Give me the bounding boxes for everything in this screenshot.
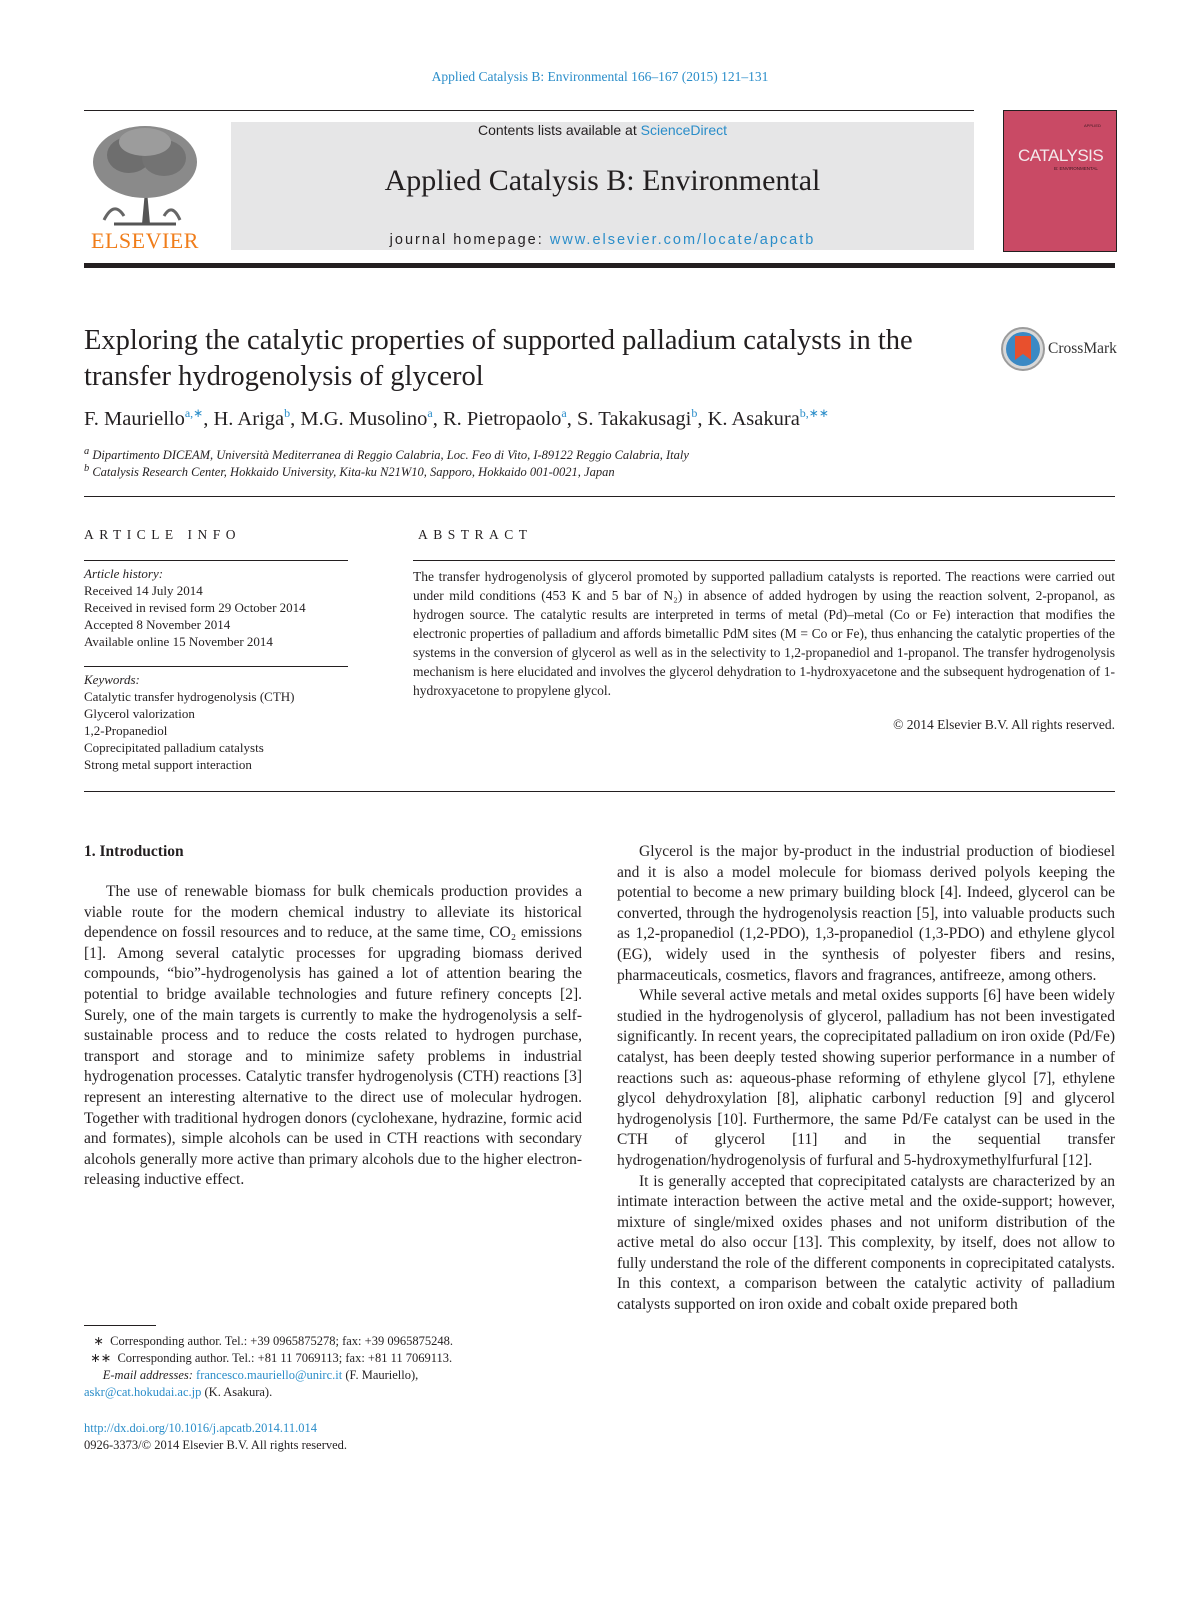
sciencedirect-link[interactable]: ScienceDirect — [640, 122, 727, 138]
elsevier-wordmark: ELSEVIER — [91, 228, 199, 253]
keywords-label: Keywords: — [84, 672, 140, 687]
email-link[interactable]: francesco.mauriello@unirc.it — [196, 1368, 343, 1382]
section-rule — [84, 496, 1115, 497]
author-name: R. Pietropaolo — [442, 407, 562, 430]
footnote-text: Corresponding author. Tel.: +81 11 7069113; fax: +81 11 7069113. — [117, 1351, 453, 1365]
homepage-line — [231, 232, 974, 248]
footnote-text: Corresponding author. Tel.: +39 0965875278; fax: +39 0965875248. — [110, 1334, 453, 1348]
keyword-item: 1,2-Propanediol — [84, 723, 168, 738]
author-separator: , — [203, 407, 214, 430]
email-link[interactable]: askr@cat.hokudai.ac.jp — [84, 1385, 202, 1399]
journal-cover-image[interactable] — [1003, 110, 1117, 252]
author-name: F. Mauriello — [84, 407, 185, 430]
affiliation — [84, 463, 615, 480]
crossmark-label: CrossMark — [1048, 340, 1117, 357]
affiliation — [84, 446, 689, 463]
email-owner: (K. Asakura). — [204, 1385, 273, 1399]
cover-subtitle: B: ENVIRONMENTAL — [1054, 166, 1098, 171]
footnote — [84, 1333, 604, 1350]
author-list — [84, 406, 1124, 431]
body-column-right — [617, 842, 1115, 1316]
author-separator: , — [566, 407, 577, 430]
author-affiliation-mark[interactable]: a — [561, 406, 567, 420]
history-item: Received 14 July 2014 — [84, 583, 203, 598]
footnote-mark: ∗∗ — [90, 1351, 112, 1365]
abstract-body: The transfer hydrogenolysis of glycerol promoted by supported palladium catalysts is reported. The reactions were carried out under mild conditions (453 K and 5 bar of N₂) in absence of added hydrogen by using the reaction solvent, 2-propanol, as hydrogen source. The catalytic results are interpreted in terms of metal (Pd)–metal (Co or Fe) interaction that modifies the electronic properties of palladium and affords bimetallic PdM sites (M = Co or Fe), thus enhancing the catalytic properties of the systems in the conversion of glycerol as well as in the selectivity to 1,2-propanediol and 1-propanol. The transfer hydrogenolysis mechanism is here elucidated and involves the glycerol dehydration to 1-hydroxyacetone and the subsequent hydrogenation of 1-hydroxyacetone to propylene glycol. — [413, 569, 1115, 698]
author-separator: , — [290, 407, 301, 430]
contents-line — [231, 122, 974, 138]
keyword-item: Catalytic transfer hydrogenolysis (CTH) — [84, 689, 295, 704]
body-paragraph: It is generally accepted that coprecipitated catalysts are characterized by an intimate interaction between the active metal and the oxide-support; however, mixture of single/mixed oxides phases and not uniform distribution of the active metal do also occur [13]. This complexity, by itself, does not allow to fully understand the role of the different components in coprecipitated catalysts. In this context, a comparison between the catalytic activity of palladium catalysts supported on iron oxide and cobalt oxide prepared both — [617, 1172, 1115, 1314]
header-rule — [84, 110, 974, 111]
crossmark-badge[interactable] — [1000, 326, 1118, 376]
email-line — [84, 1384, 604, 1401]
author-affiliation-mark[interactable]: a — [427, 406, 433, 420]
cover-title: CATALYSIS — [1018, 146, 1104, 165]
abstract-rule — [413, 560, 1115, 561]
affiliation-text: Dipartimento DICEAM, Università Mediterranea di Reggio Calabria, Loc. Feo di Vito, I-89122 Reggio Calabria, Italy — [92, 448, 689, 463]
email-label: E-mail addresses: — [102, 1368, 193, 1382]
doi-block — [84, 1420, 604, 1454]
section-rule — [84, 791, 1115, 792]
elsevier-tree-icon — [84, 120, 206, 228]
history-item: Accepted 8 November 2014 — [84, 617, 231, 632]
journal-citation-link[interactable]: Applied Catalysis B: Environmental 166–167 (2015) 121–131 — [431, 69, 769, 84]
keyword-item: Coprecipitated palladium catalysts — [84, 740, 264, 755]
keywords — [84, 671, 354, 773]
author-affiliation-mark[interactable]: a,∗ — [184, 406, 204, 420]
affiliation-text: Catalysis Research Center, Hokkaido University, Kita-ku N21W10, Sapporo, Hokkaido 001-0021, Japan — [92, 465, 615, 480]
affiliation-mark: a — [84, 446, 90, 457]
footnote-mark: ∗ — [93, 1334, 104, 1348]
article-info-heading: ARTICLE INFO — [84, 527, 242, 542]
footnote — [84, 1350, 604, 1367]
masthead-thick-rule — [84, 263, 1115, 268]
article-info-rule — [84, 560, 348, 561]
keyword-item: Strong metal support interaction — [84, 757, 252, 772]
affiliation-mark: b — [84, 463, 90, 474]
keyword-item: Glycerol valorization — [84, 706, 195, 721]
author-name: S. Takakusagi — [576, 407, 692, 430]
author-separator: , — [697, 407, 708, 430]
author-affiliation-mark[interactable]: b — [284, 406, 291, 420]
section-heading: 1. Introduction — [84, 843, 184, 860]
history-item: Received in revised form 29 October 2014 — [84, 600, 306, 615]
email-line — [84, 1367, 604, 1384]
author-name: M.G. Musolino — [300, 407, 428, 430]
author-name: H. Ariga — [213, 407, 285, 430]
crossmark-icon — [1000, 326, 1046, 372]
abstract-heading: ABSTRACT — [418, 527, 533, 542]
author-separator: , — [432, 407, 443, 430]
body-paragraph: While several active metals and metal oxides supports [6] have been widely studied in the hydrogenolysis of glycerol, palladium has not been investigated significantly. In recent years, the coprecipitated palladium on iron oxide (Pd/Fe) catalyst, has been deeply tested showing superior performance in a number of reactions such as: aqueous-phase reforming of ethylene glycol [7], ethylene glycol dehydroxylation [8], aliphatic carbonyl reduction [9] and glycerol hydrogenolysis [10]. Furthermore, the same Pd/Fe catalyst can be used in the CTH of glycerol [11] and in the sequential transfer hydrogenation/hydrogenolysis of furfural and 5-hydroxymethylfurfural [12]. — [617, 987, 1115, 1169]
doi-link[interactable]: http://dx.doi.org/10.1016/j.apcatb.2014.11.014 — [84, 1421, 317, 1435]
homepage-link[interactable]: www.elsevier.com/locate/apcatb — [549, 232, 816, 248]
paper-title: Exploring the catalytic properties of supported palladium catalysts in the transfer hydrogenolysis of glycerol — [84, 325, 913, 392]
history-item: Available online 15 November 2014 — [84, 634, 273, 649]
body-column-left — [84, 882, 582, 1191]
history-label: Article history: — [84, 566, 164, 581]
issn-copyright: 0926-3373/© 2014 Elsevier B.V. All rights reserved. — [84, 1438, 348, 1452]
footnote-rule — [84, 1325, 156, 1326]
abstract-copyright: © 2014 Elsevier B.V. All rights reserved. — [893, 717, 1115, 732]
body-paragraph: The use of renewable biomass for bulk chemicals production provides a viable route for the modern chemical industry to alleviate its historical dependence on fossil resources and to reduce, at the same time, CO₂ emissions [1]. Among several catalytic processes for upgrading biomass derived compounds, “bio”-hydrogenolysis has gained a lot of attention bearing the potential to bridge available technologies and future refinery concepts [2]. Surely, one of the main targets is currently to make the hydrogenolysis a self-sustainable process and to reduce the costs related to hydrogen purchase, transport and storage and to minimize safety problems in industrial hydrogenation processes. Catalytic transfer hydrogenolysis (CTH) reactions [3] represent an interesting alternative to the direct use of molecular hydrogen. Together with traditional hydrogen donors (cyclohexane, hydrazine, formic acid and formates), simple alcohols can be used in CTH reactions with secondary alcohols generally more active than primary alcohols due to the higher electron-releasing inductive effect. — [84, 883, 582, 1189]
author-affiliation-mark[interactable]: b — [691, 406, 698, 420]
journal-masthead — [231, 122, 974, 250]
article-history — [84, 565, 354, 650]
author-name: K. Asakura — [707, 407, 800, 430]
body-paragraph: Glycerol is the major by-product in the industrial production of biodiesel and it is also a model molecule for biomass derived polyols keeping the potential to become a new primary building block [4]. Indeed, glycerol can be converted, through the hydrogenolysis reaction [5], into valuable products such as 1,2-propanediol (1,2-PDO), 1,3-propanediol (1,3-PDO) and ethylene glycol (EG), widely used in the synthesis of polyester fibers and resins, pharmaceuticals, cosmetics, flavors and fragrances, antifreeze, among others. — [617, 843, 1115, 984]
keywords-rule — [84, 666, 348, 667]
elsevier-logo[interactable] — [84, 120, 206, 255]
journal-title: Applied Catalysis B: Environmental — [384, 164, 821, 197]
email-owner: (F. Mauriello), — [345, 1368, 419, 1382]
homepage-prefix: journal homepage: — [389, 232, 550, 248]
contents-prefix: Contents lists available at — [477, 122, 641, 138]
author-affiliation-mark[interactable]: b,∗∗ — [799, 406, 829, 420]
cover-small-text: APPLIED — [1084, 123, 1101, 128]
footnotes — [84, 1333, 604, 1401]
